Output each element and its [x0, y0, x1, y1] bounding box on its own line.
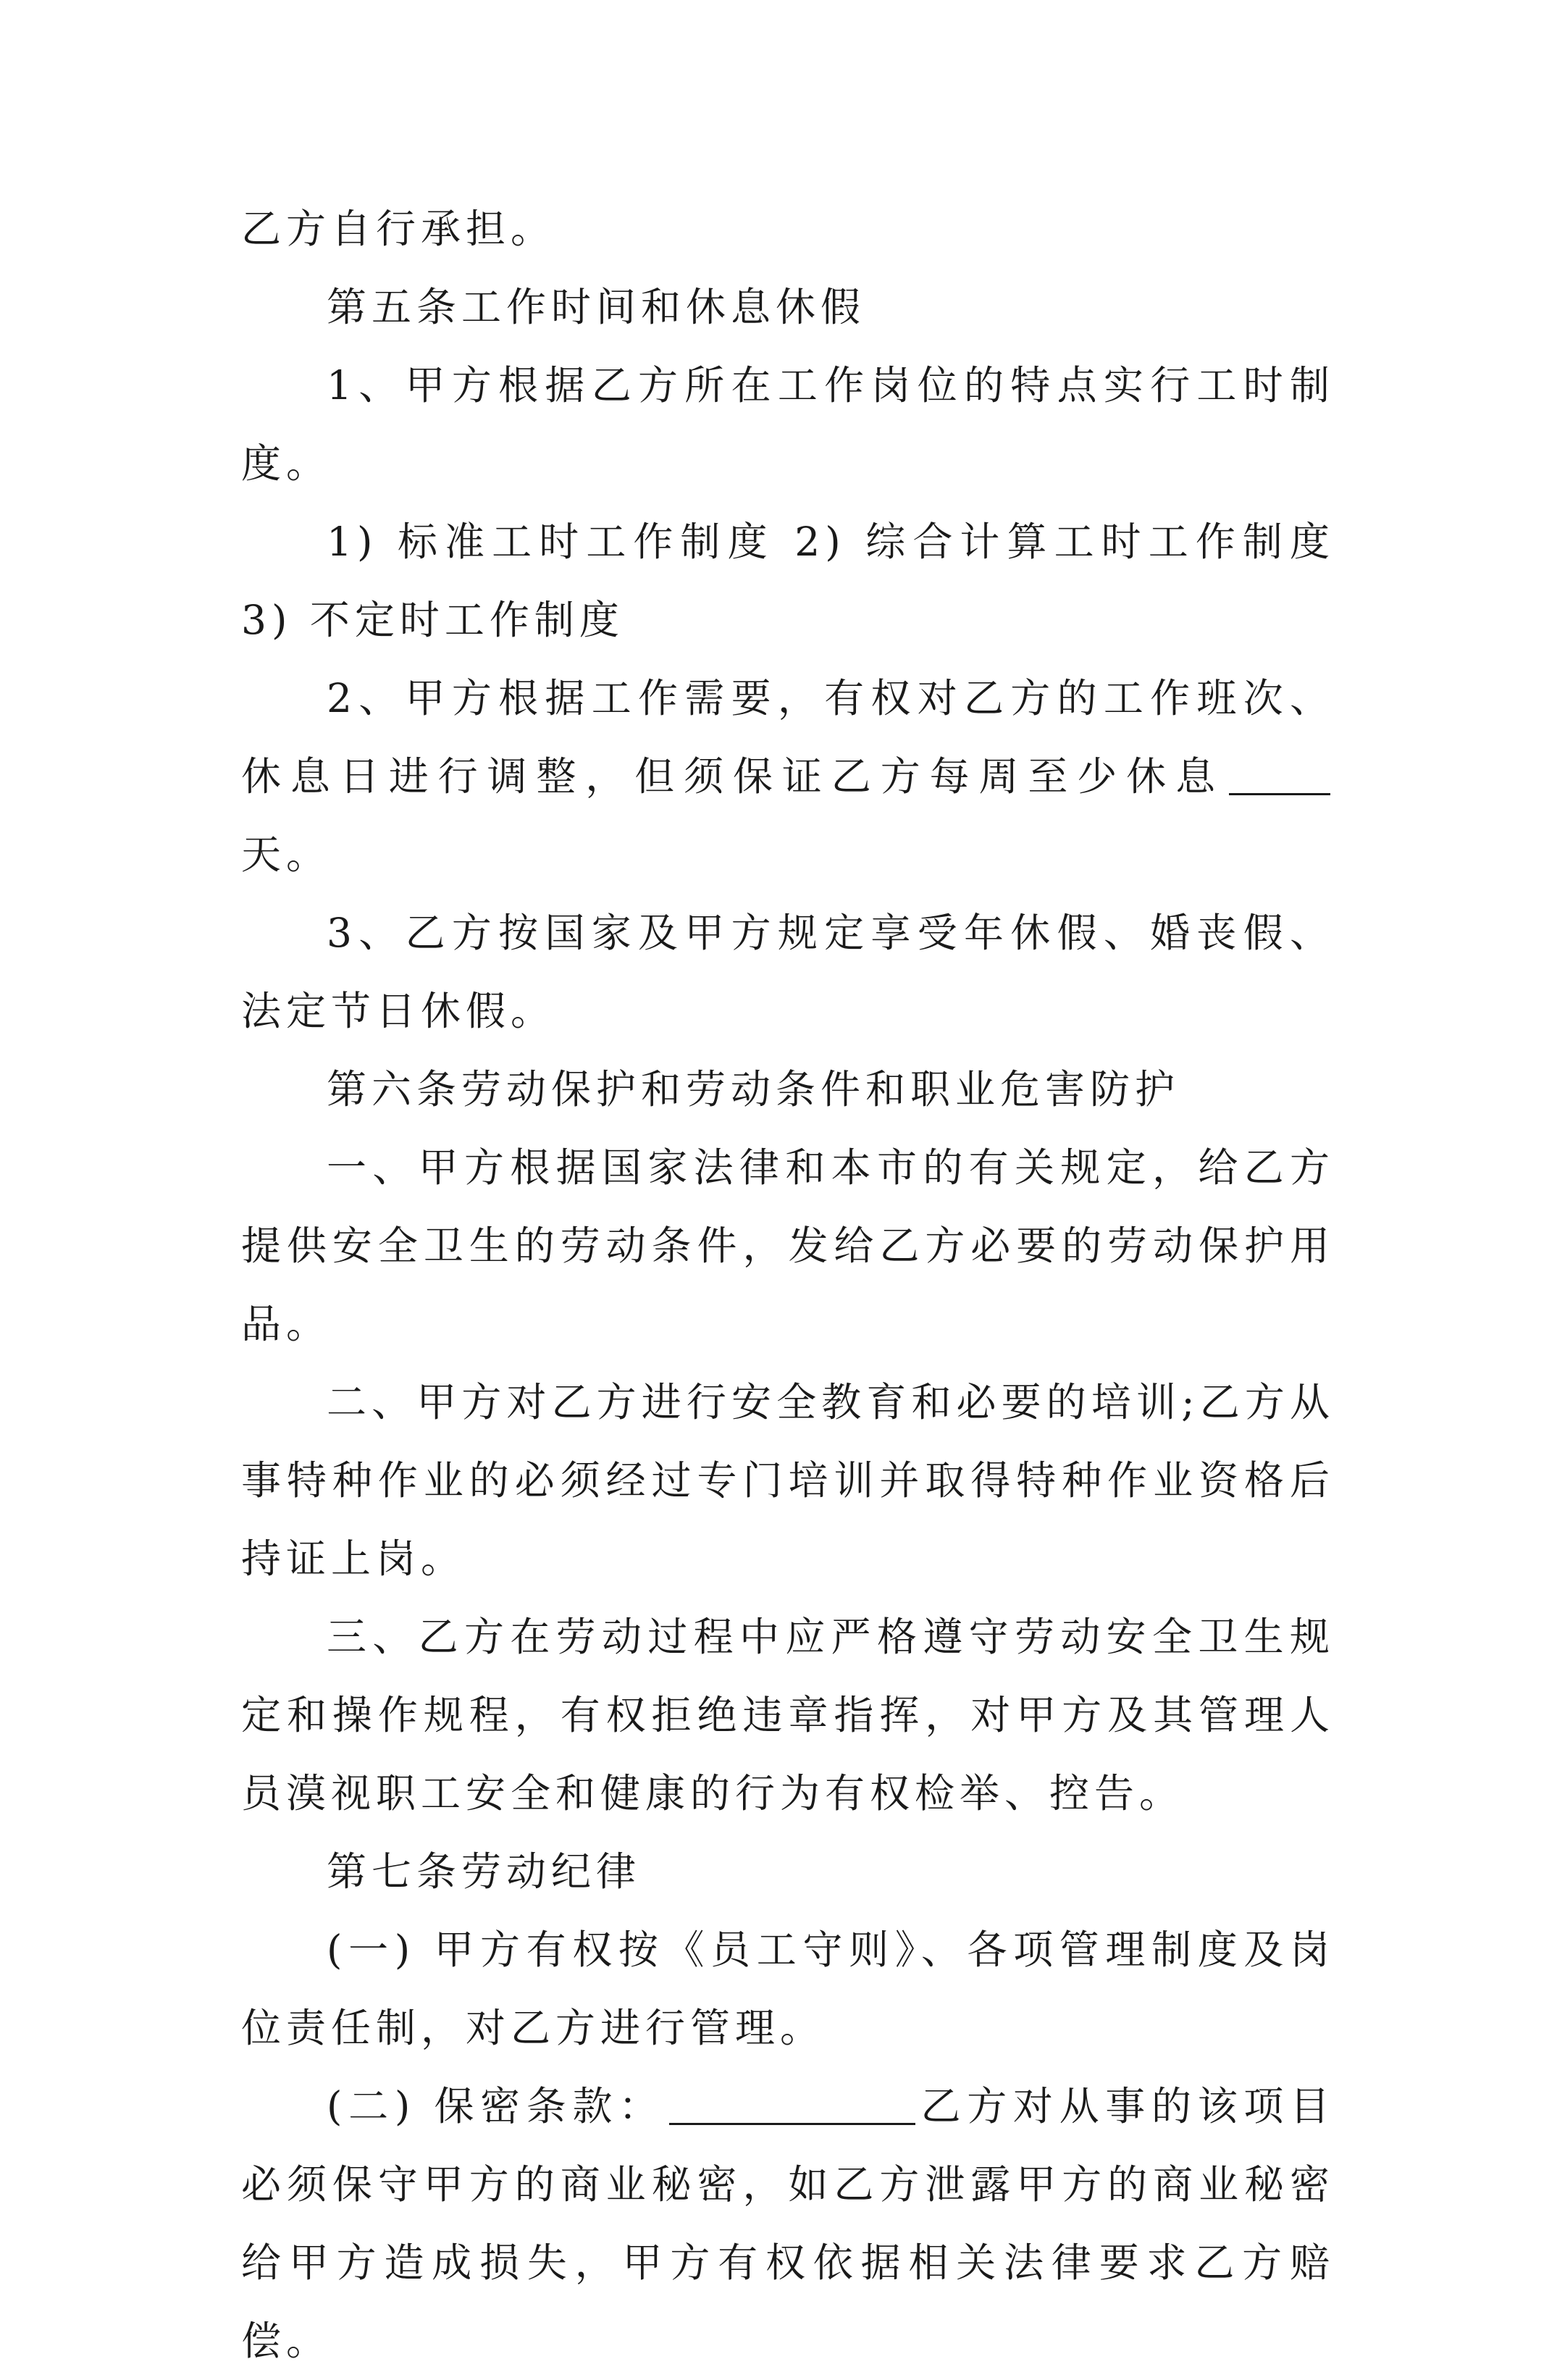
- article-5-heading: 第五条工作时间和休息休假: [327, 284, 866, 330]
- article-5-clause-3: 3、乙方按国家及甲方规定享受年休假、婚丧假、法定节日休假。: [241, 910, 1335, 1034]
- article-7-heading: 第七条劳动纪律: [327, 1848, 642, 1895]
- article-6-heading: 第六条劳动保护和劳动条件和职业危害防护: [327, 1066, 1180, 1113]
- article-7-clause-1: (一) 甲方有权按《员工守则》、各项管理制度及岗位责任制，对乙方进行管理。: [241, 1927, 1335, 2051]
- article-5-clause-1-options: 1) 标准工时工作制度 2) 综合计算工时工作制度 3) 不定时工作制度: [241, 519, 1335, 643]
- clause-2-text-before: 2、甲方根据工作需要，有权对乙方的工作班次、休息日进行调整，但须保证乙方每周至少休息: [241, 675, 1335, 800]
- document-body: [241, 190, 1335, 2380]
- article-6-clause-3: 三、乙方在劳动过程中应严格遵守劳动安全卫生规定和操作规程，有权拒绝违章指挥，对甲方及其管理人员漠视职工安全和健康的行为有权检举、控告。: [241, 1614, 1335, 1817]
- paragraph-continuation: 乙方自行承担。: [241, 206, 556, 252]
- article-5-clause-1: 1、甲方根据乙方所在工作岗位的特点实行工时制度。: [241, 362, 1335, 487]
- confidentiality-blank: [669, 2083, 915, 2125]
- article-7-clause-2: [241, 2067, 1335, 2380]
- clause-2-text-after: 天。: [241, 831, 332, 878]
- article-5-clause-2: [241, 659, 1335, 894]
- clause-confidentiality-text: 乙方对从事的该项目必须保守甲方的商业秘密，如乙方泄露甲方的商业秘密给甲方造成损失，甲方有权依据相关法律要求乙方赔偿。: [241, 2083, 1335, 2364]
- article-6-clause-2: 二、甲方对乙方进行安全教育和必要的培训;乙方从事特种作业的必须经过专门培训并取得特种作业资格后持证上岗。: [241, 1379, 1335, 1582]
- article-6-clause-1: 一、甲方根据国家法律和本市的有关规定，给乙方提供安全卫生的劳动条件，发给乙方必要的劳动保护用品。: [241, 1144, 1335, 1347]
- clause-confidentiality-label: (二) 保密条款：: [327, 2083, 665, 2129]
- rest-days-blank: [1229, 753, 1330, 795]
